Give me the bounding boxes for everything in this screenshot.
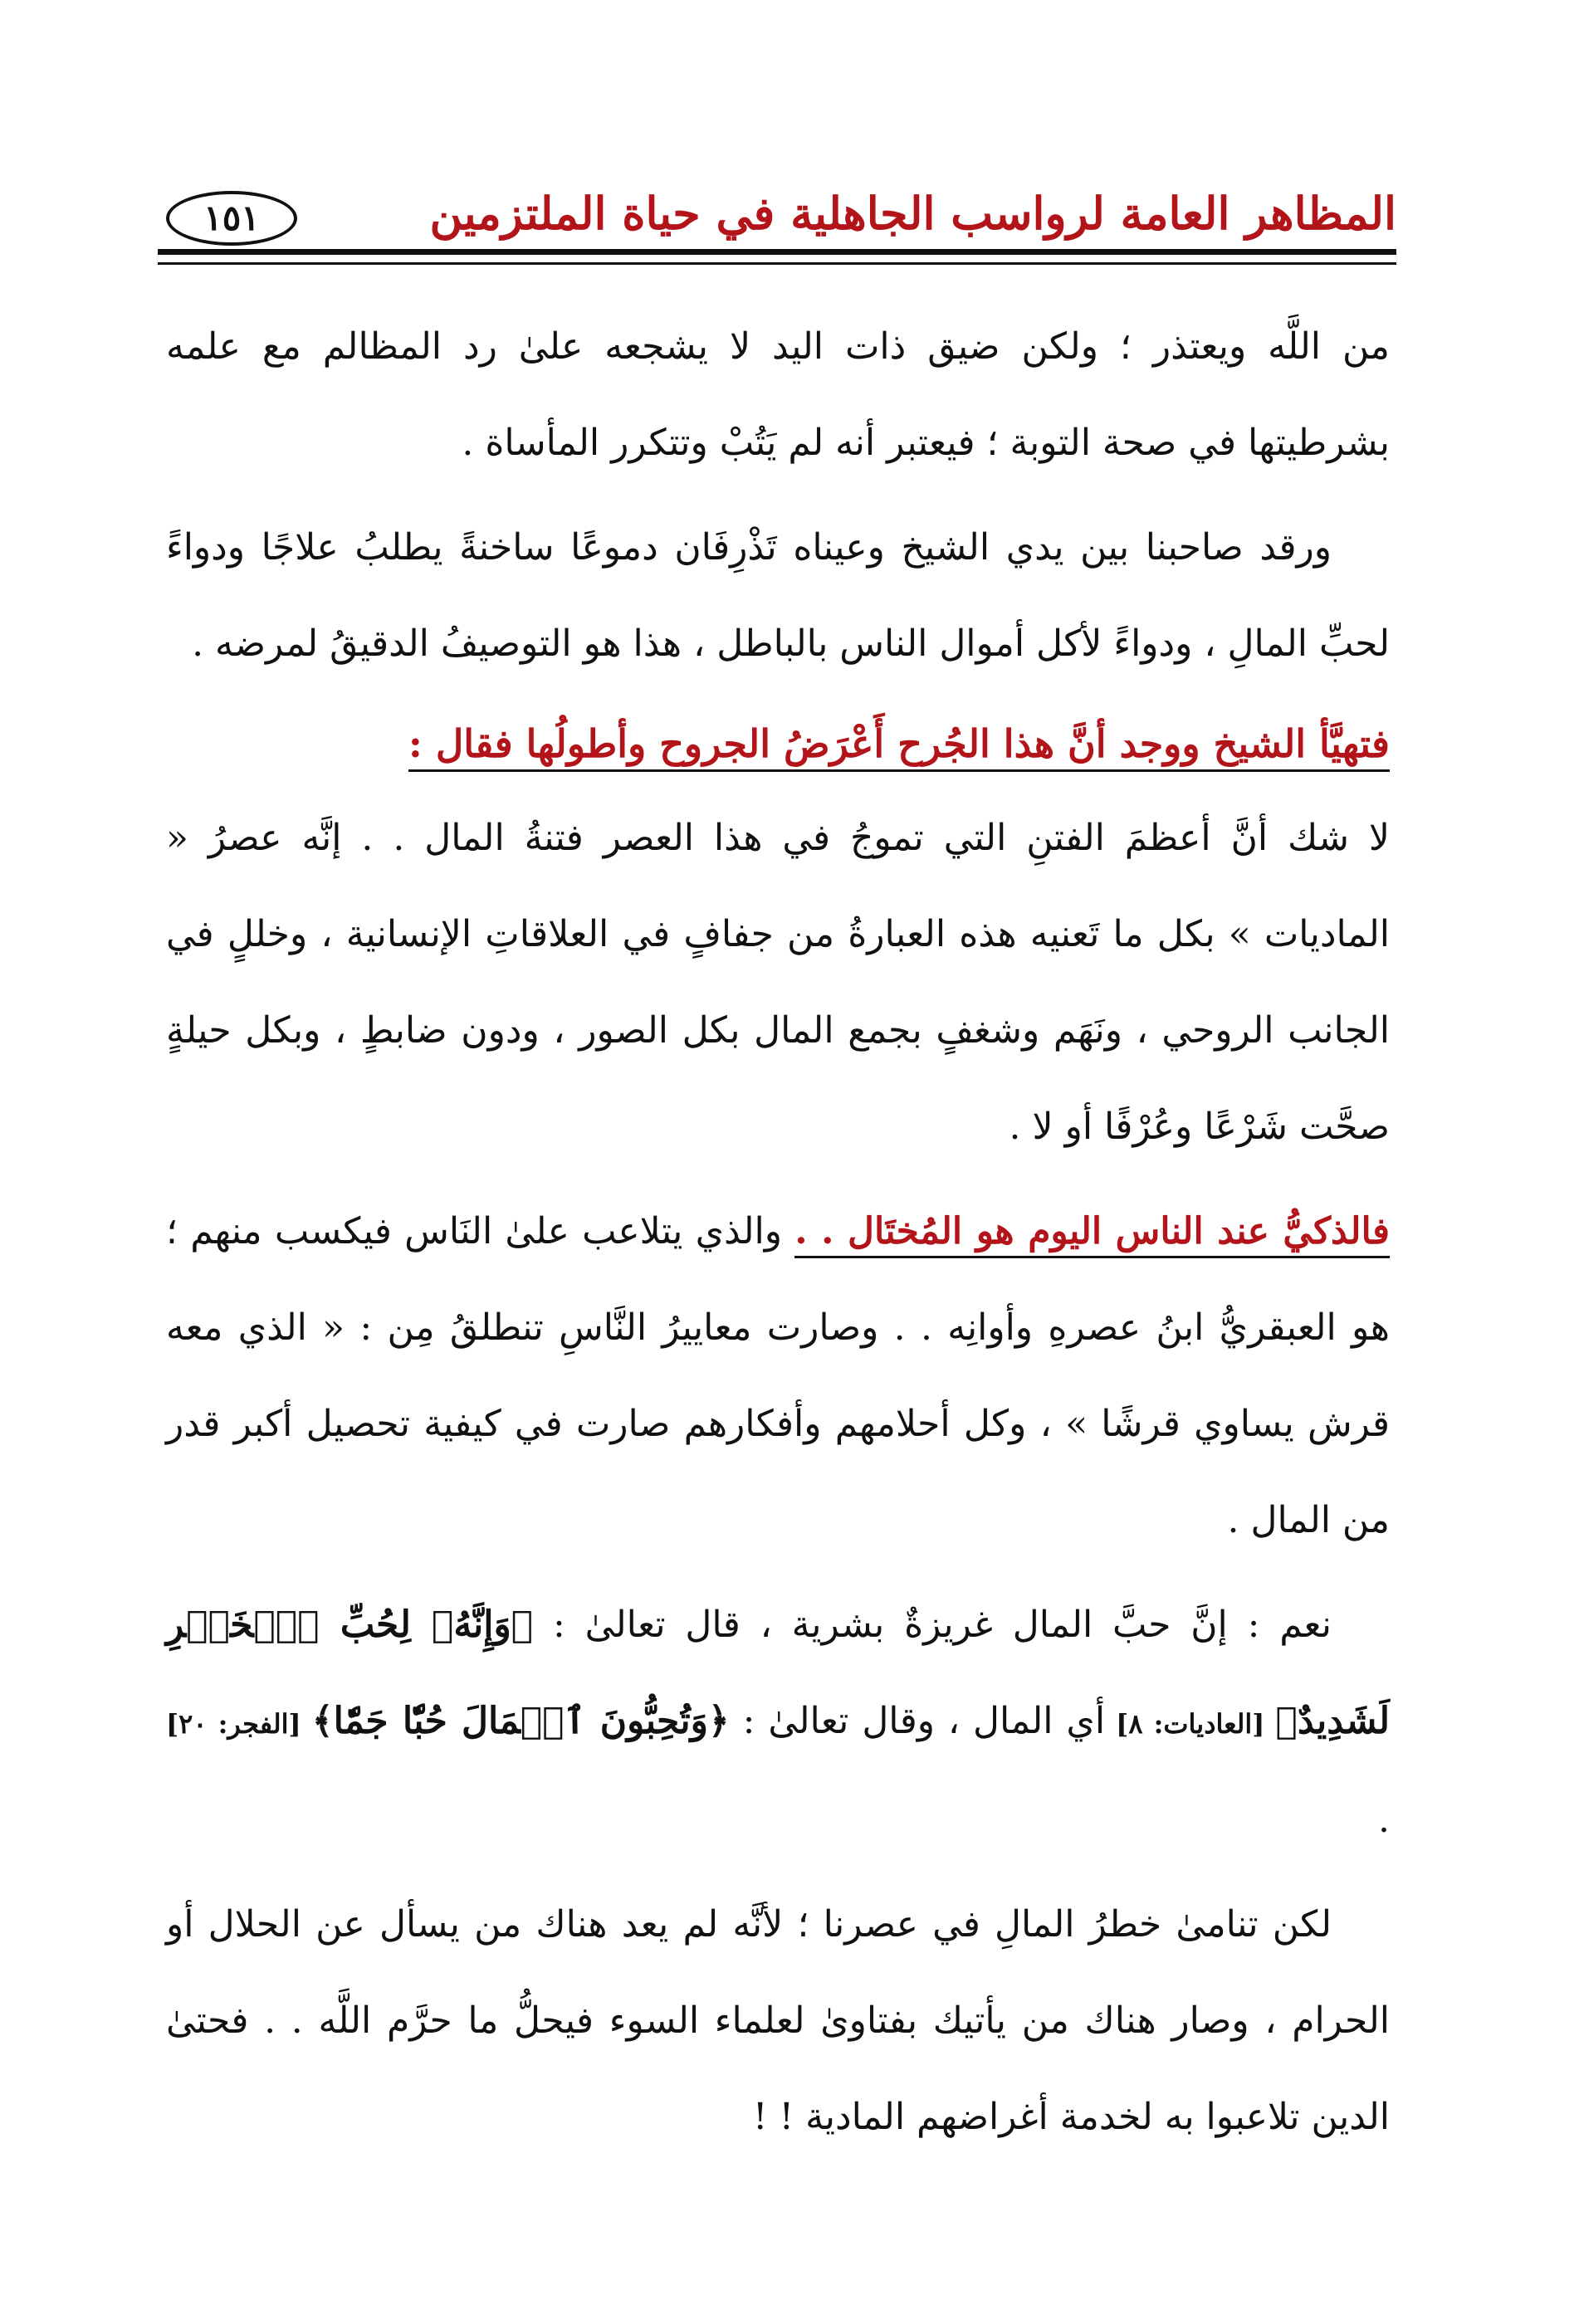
paragraph-2: ورقد صاحبنا بين يدي الشيخ وعيناه تَذْرِفَان دموعًا ساخنةً يطلبُ علاجًا ودواءً لحبِّ المالِ ، ودواءً لأكل أموال الناس بالباطل ، هذا هو التوصيفُ الدقيقُ لمرضه . [166, 526, 1390, 665]
verse-reference-2: [الفجر: ٢٠] [166, 1708, 312, 1740]
highlighted-phrase: فالذكيُّ عند الناس اليوم هو المُختَال . . [794, 1210, 1390, 1258]
quran-verse-1: ﴿وَإِنَّهُۥ لِحُبِّ ٱلۡخَيۡرِ لَشَدِيدٌ﴾ [166, 1604, 1391, 1742]
paragraph-4-rest: والذي يتلاعب علىٰ النَاس فيكسب منهم ؛ هو العبقريُّ ابنُ عصرهِ وأوانِه . . وصارت معاييرُ النَّاسِ تنطلقُ مِن : « الذي معه قرش يساوي قرشًا » ، وكل أحلامهم وأفكارهم صارت في كيفية تحصيل أكبر قدر من المال . [166, 1210, 1390, 1541]
paragraph-5-middle: أي المال ، وقال تعالىٰ : [729, 1700, 1106, 1742]
paragraph-3: لا شك أنَّ أعظمَ الفتنِ التي تموجُ في هذا العصر فتنةُ المال . . إنَّه عصرُ « الماديات » بكل ما تَعنيه هذه العبارةُ من جفافٍ في العلاقاتِ الإنسانية ، وخللٍ في الجانب الروحي ، ونَهَم وشغفٍ بجمع المال بكل الصور ، ودون ضابطٍ ، وبكل حيلةٍ صحَّت شَرْعًا وعُرْفًا أو لا . [166, 817, 1390, 1148]
header-rule-thin [158, 262, 1396, 265]
paragraph-5-intro: نعم : إنَّ حبَّ المال غريزةٌ بشرية ، قال تعالىٰ : [533, 1604, 1332, 1646]
page-header [158, 173, 1396, 256]
paragraph-4 [166, 1184, 1390, 1569]
header-rule-thick [158, 249, 1396, 255]
verse-reference-1: [العاديات: ٨] [1105, 1708, 1276, 1740]
paragraph-6: لكن تنامىٰ خطرُ المالِ في عصرنا ؛ لأنَّه لم يعد هناك من يسأل عن الحلال أو الحرام ، وصار هناك من يأتيك بفتاوىٰ لعلماء السوء فيحلُّ ما حرَّم اللَّه . . فحتىٰ الدين تلاعبوا به لخدمة أغراضهم المادية ! ! [166, 1903, 1390, 2138]
running-title: المظاهر العامة لرواسب الجاهلية في حياة الملتزمين [429, 187, 1396, 240]
body-text [166, 299, 1390, 2165]
quran-verse-2: ﴿وَتُحِبُّونَ ٱلۡمَالَ حُبّٗا جَمّٗا﴾ [311, 1700, 730, 1742]
section-heading [166, 697, 1390, 790]
page-number: ١٥١ [166, 191, 297, 246]
paragraph-5-end: . [1378, 1799, 1390, 1841]
paragraph-1: من اللَّه ويعتذر ؛ ولكن ضيق ذات اليد لا يشجعه علىٰ رد المظالم مع علمه بشرطيتها في صحة التوبة ؛ فيعتبر أنه لم يَتُبْ وتتكرر المأساة . [166, 325, 1391, 464]
paragraph-5 [166, 1577, 1390, 1868]
section-heading-text: فتهيَّأ الشيخ ووجد أنَّ هذا الجُرح أَعْرَضُ الجروح وأطولُها فقال : [408, 721, 1390, 772]
